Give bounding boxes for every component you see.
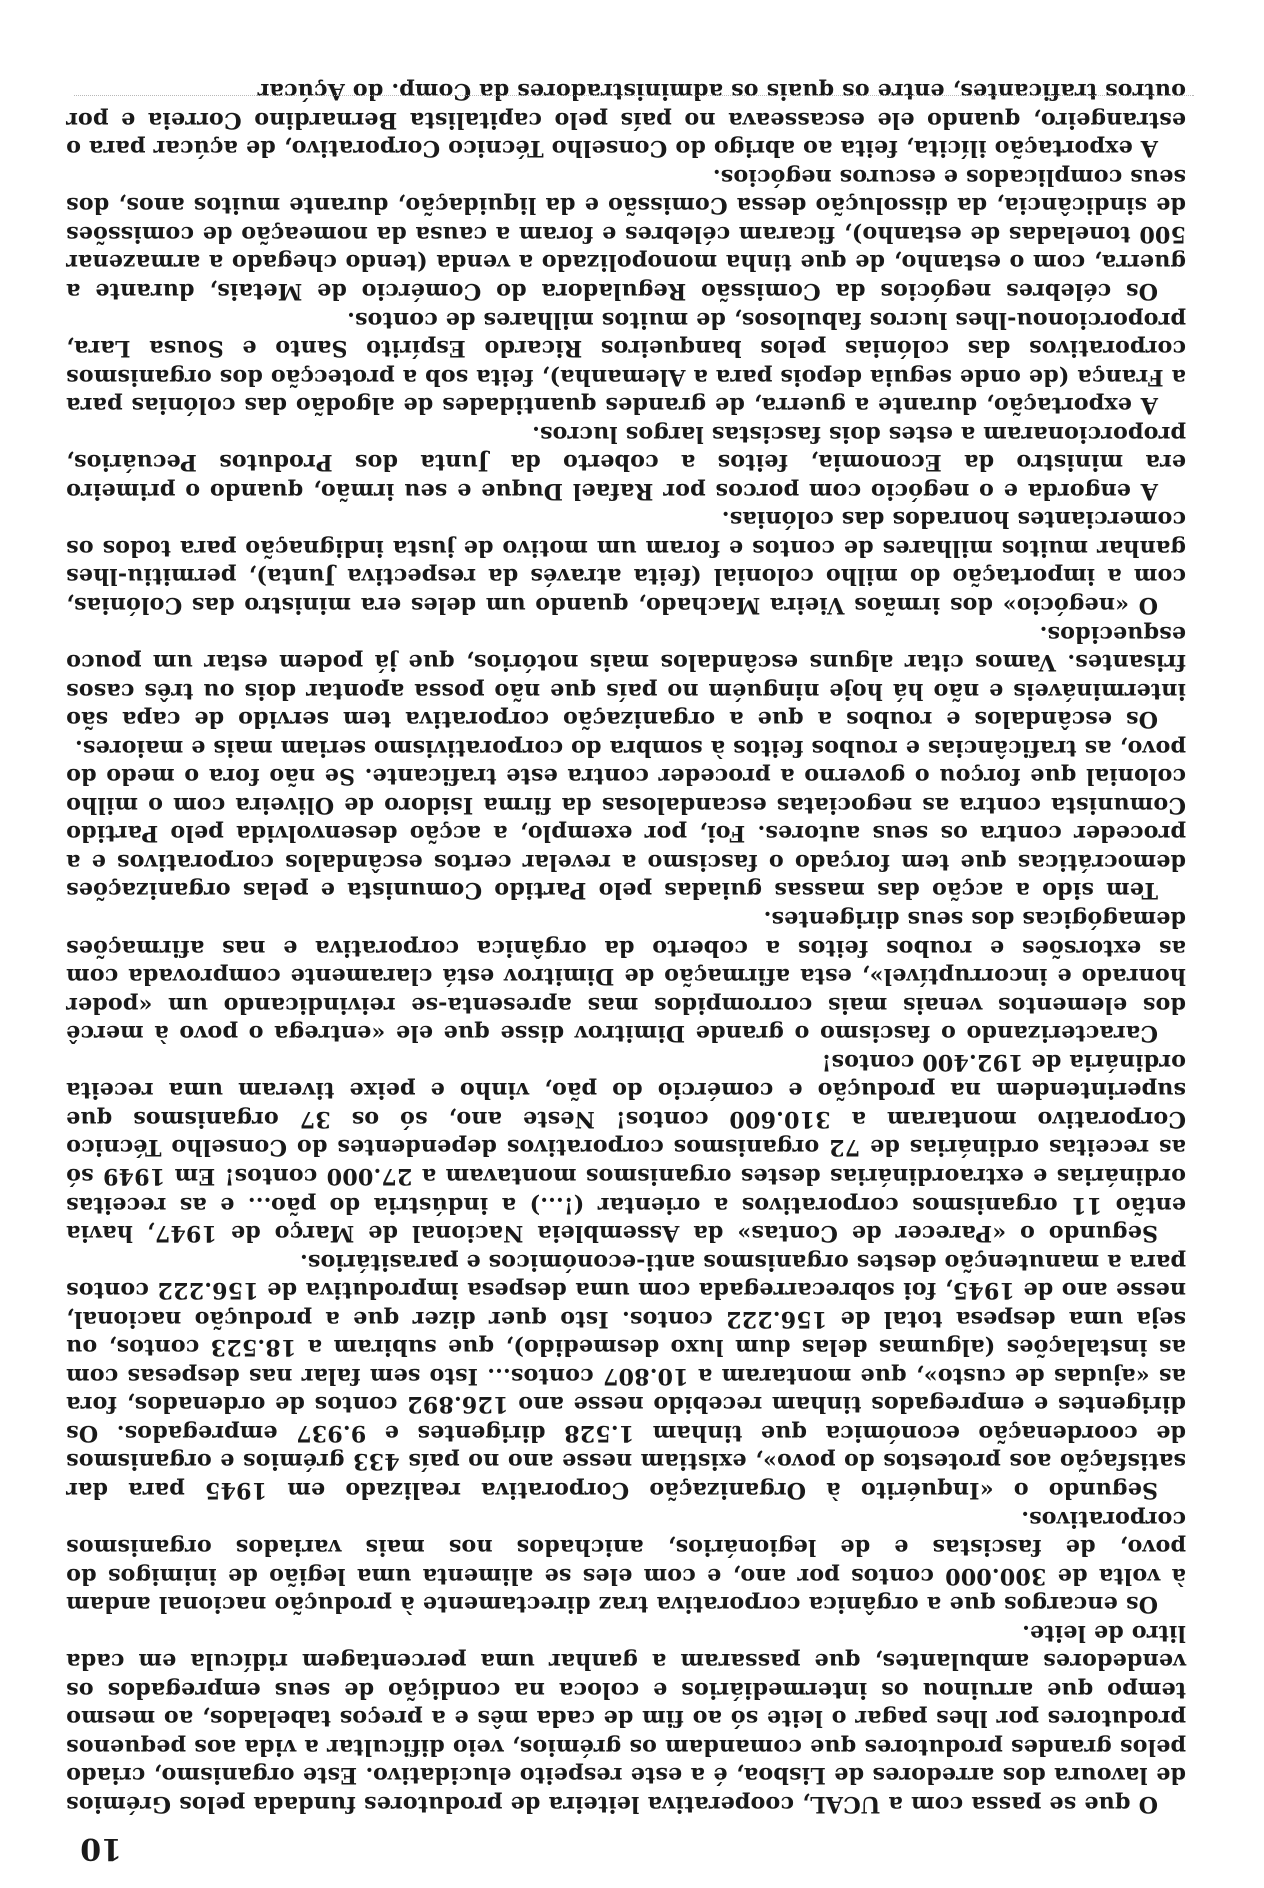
paragraph: Caracterizando o fascismo o grande Dimitrov disse que ele «entrega o povo à mercê dos elementos venais mais corrompidos mas apresenta-se reivindicando um «poder honrado e incorruptível», esta afirmação de Dimitrov está claramente comprovada com as extorsões e roubos feitos a coberto da orgânica corporativa e nas afirmações demagógicas dos seus dirigentes.	[66, 906, 1186, 1047]
body-text	[66, 77, 1186, 1818]
paragraph: Tem sido a acção das massas guiadas pelo Partido Comunista e pelas organizações democráticas que tem forçado o fascismo a revelar certos escândalos corporativos e a proceder contra os seus autores. Foi, por exemplo, a acção desenvolvida pelo Partido Comunista contra as negociatas escandalosas da firma Isidoro de Oliveira com o milho colonial que forçou o governo a proceder contra este traficante. Se não fora o medo do povo, as traficâncias e roubos feitos à sombra do corporativismo seriam mais e maiores.	[66, 734, 1186, 904]
paragraph: A exportação ilícita, feita ao abrigo do Conselho Técnico Corporativo, de açúcar para o estrangeiro, quando ele escasseava no país pelo capitalista Bernardino Correia e por outros traficantes, entre os quais os administradores da Comp. do Açúcar	[66, 78, 1186, 162]
page-number: 10	[80, 1831, 122, 1866]
paragraph: Segundo o «Inquérito à Organização Corporativa realizado em 1945 para dar satisfação aos protestos do povo», existiam nesse ano no país 433 grémios e organismos de coordenação económica que tinham 1.528 dirigentes e 9.937 empregados. Os dirigentes e empregados tinham recebido nesse ano 126.892 contos de ordenados, fora as «ajudas de custo», que montaram a 10.807 contos... Isto sem falar nas despesas com as instalações (algumas delas dum luxo desmedido), que subiram a 18.523 contos, ou seja uma despesa total de 156.222 contos. Isto quer dizer que a produção nacional, nesse ano de 1945, foi sobrecarregada com uma despesa improdutiva de 156.222 contos para a manutenção destes organismos anti-económicos e parasitários.	[66, 1248, 1186, 1503]
paragraph: A engorda e o negócio com porcos por Rafael Duque e seu irmão, quando o primeiro era ministro da Economia, feitos a coberto da Junta dos Produtos Pecuários, proporcionaram a estes dois fascistas largos lucros.	[66, 420, 1186, 504]
paragraph: Os escândalos e roubos a que a organização corporativa tem servido de capa são intermináveis e não há hoje ninguém no país que não possa apontar dois ou três casos frisantes. Vamos citar alguns escândalos mais notórios, que já podem estar um pouco esquecidos.	[66, 620, 1186, 733]
paragraph: Os célebres negócios da Comissão Reguladora do Comércio de Metais, durante a guerra, com o estanho, de que tinha monopolizado a venda (tendo chegado a armazenar 500 toneladas de estanho), ficaram célebres e foram a causa da nomeação de comissões de sindicância, da dissolução dessa Comissão e da liquidação, durante muitos anos, dos seus complicados e escuros negócios.	[66, 163, 1186, 305]
paragraph: O que se passa com a UCAL, cooperativa leiteira de produtores fundada pelos Grémios de lavoura dos arredores de Lisboa, é a este respeito elucidativo. Este organismo, criado pelos grandes produtores que comandam os grémios, veio dificultar a vida aos pequenos produtores por lhes pagar o leite só ao fim de cada mês e a preços tabelados, ao mesmo tempo que arruinou os intermediários e coloca na condição de seus empregados os vendedores ambulantes, que passaram a ganhar uma percentagem ridícula em cada litro de leite.	[66, 1619, 1186, 1817]
paragraph: Os encargos que a orgânica corporativa traz directamente à produção nacional andam à volta de 300.000 contos por ano, e com eles se alimenta uma legião de inimigos do povo, de fascistas e de legionários, anichados nos mais variados organismos corporativos.	[66, 1505, 1186, 1618]
paragraph: A exportação, durante a guerra, de grandes quantidades de algodão das colónias para a França (de onde seguia depois para a Alemanha), feita sob a protecção dos organismos corporativos das colónias pelos banqueiros Ricardo Espírito Santo e Sousa Lara, proporcionou-lhes lucros fabulosos, de muitos milhares de contos.	[66, 306, 1186, 419]
paragraph: O «negócio» dos irmãos Vieira Machado, quando um deles era ministro das Colónias, com a importação do milho colonial (feita através da respectiva Junta), permitiu-lhes ganhar muitos milhares de contos e foram um motivo de justa indignação para todos os comerciantes honrados das colónias.	[66, 506, 1186, 619]
paragraph: Segundo o «Parecer de Contas» da Assembleia Nacional de Março de 1947, havia então 11 organismos corporativos a orientar (!...) a indústria do pão... e as receitas ordinárias e extraordinárias destes organismos montavam a 27.000 contos! Em 1949 só as receitas ordinárias de 72 organismos corporativos dependentes do Conselho Técnico Corporativo montaram a 310.600 contos! Neste ano, só os 37 organismos que superintendem na produção e comércio do pão, vinho e peixe tiveram uma receita ordinária de 192.400 contos!	[66, 1048, 1186, 1247]
scan-noise-line	[74, 87, 1194, 96]
